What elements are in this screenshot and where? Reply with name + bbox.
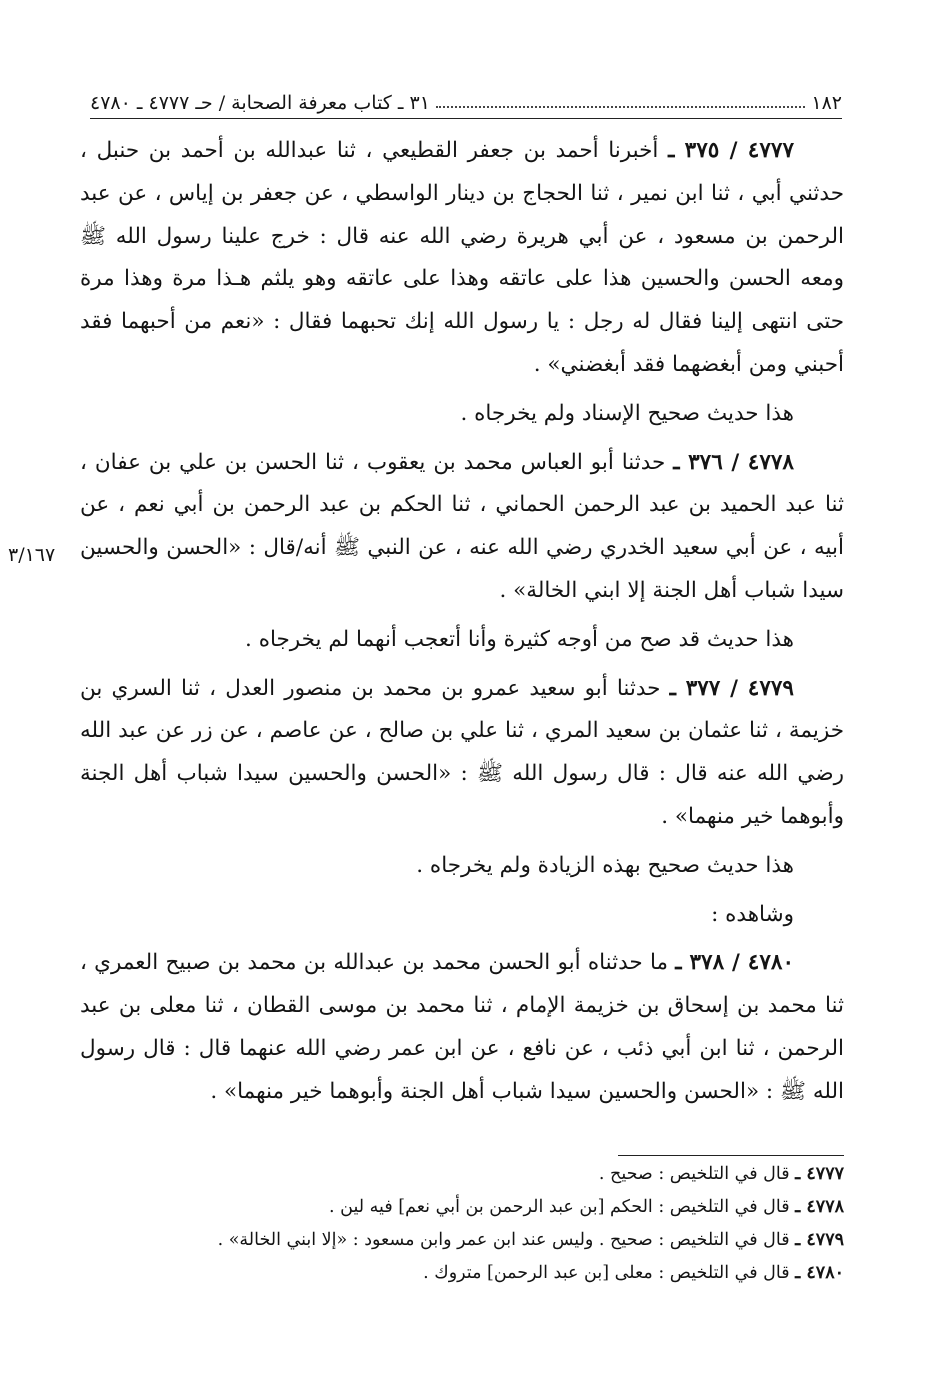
footnote-text: قال في التلخيص : صحيح .	[598, 1164, 790, 1184]
hadith-text: حدثنا أبو سعيد عمرو بن محمد بن منصور العدل ، ثنا السري بن خزيمة ، ثنا عثمان بن سعيد المري ، ثنا علي بن صالح ، عن عاصم ، عن زر عن عبد الله رضي الله عنه قال : قال رسول الله ﷺ : «الحسن والحسين سيدا شباب أهل الجنة وأبوهما خير منهما» .	[80, 675, 844, 829]
grading-paragraph	[80, 393, 844, 436]
hadith-paragraph	[80, 130, 844, 387]
footnote-number: ٤٧٧٩ ـ	[795, 1230, 844, 1250]
grading-text: هذا حديث صحيح بهذه الزيادة ولم يخرجاه .	[416, 852, 794, 878]
hadith-number: ٤٧٧٩ / ٣٧٧ ـ	[669, 675, 794, 701]
hadith-number: ٤٧٧٨ / ٣٧٦ ـ	[673, 449, 794, 475]
grading-text: هذا حديث صحيح الإسناد ولم يخرجاه .	[460, 400, 794, 426]
footnote	[80, 1257, 844, 1290]
hadith-paragraph	[80, 442, 844, 613]
margin-volume-note: ٣/١٦٧	[8, 544, 56, 566]
footnote-text: قال في التلخيص : الحكم [بن عبد الرحمن بن أبي نعم] فيه لين .	[329, 1197, 790, 1217]
hadith-number: ٤٧٨٠ / ٣٧٨ ـ	[675, 950, 794, 976]
witness-text: وشاهده :	[711, 901, 794, 927]
header-leader-dots	[436, 105, 805, 108]
footnote-number: ٤٧٧٧ ـ	[795, 1164, 844, 1184]
grading-text: هذا حديث قد صح من أوجه كثيرة وأنا أتعجب أنهما لم يخرجاه .	[245, 626, 794, 652]
footnotes	[80, 1158, 844, 1290]
grading-paragraph	[80, 845, 844, 888]
main-text	[80, 130, 844, 1120]
footnote	[80, 1158, 844, 1191]
hadith-paragraph	[80, 668, 844, 839]
footnote-text: قال في التلخيص : معلى [بن عبد الرحمن] متروك .	[423, 1263, 790, 1283]
footnote	[80, 1224, 844, 1257]
grading-paragraph	[80, 619, 844, 662]
hadith-text: حدثنا أبو العباس محمد بن يعقوب ، ثنا الحسن بن علي بن عفان ، ثنا عبد الحميد بن عبد الرحمن الحماني ، ثنا الحكم بن عبد الرحمن بن أبي نعم ، عن أبيه ، عن أبي سعيد الخدري رضي الله عنه ، عن النبي ﷺ أنه/قال : «الحسن والحسين سيدا شباب أهل الجنة إلا ابني الخالة» .	[80, 449, 844, 603]
footnote-number: ٤٧٧٨ ـ	[795, 1197, 844, 1217]
footnote-divider	[618, 1155, 844, 1156]
footnote	[80, 1191, 844, 1224]
running-title: ٣١ ـ كتاب معرفة الصحابة / حـ ٤٧٧٧ ـ ٤٧٨٠	[90, 92, 430, 114]
footnote-number: ٤٧٨٠ ـ	[795, 1263, 844, 1283]
hadith-text: ما حدثناه أبو الحسن محمد بن عبدالله بن محمد بن صبيح العمري ، ثنا محمد بن إسحاق بن خزيمة الإمام ، ثنا محمد بن موسى القطان ، ثنا معلى بن عبد الرحمن ، ثنا ابن أبي ذئب ، عن نافع ، عن ابن عمر رضي الله عنهما قال : قال رسول الله ﷺ : «الحسن والحسين سيدا شباب أهل الجنة وأبوهما خير منهما» .	[80, 950, 844, 1104]
page-number: ١٨٢	[811, 92, 842, 114]
hadith-number: ٤٧٧٧ / ٣٧٥ ـ	[668, 138, 794, 163]
hadith-paragraph	[80, 942, 844, 1113]
hadith-text: أخبرنا أحمد بن جعفر القطيعي ، ثنا عبدالله بن أحمد بن حنبل ، حدثني أبي ، ثنا ابن نمير ، ثنا الحجاج بن دينار الواسطي ، عن جعفر بن إياس ، عن عبد الرحمن بن مسعود ، عن أبي هريرة رضي الله عنه قال : خرج علينا رسول الله ﷺ ومعه الحسن والحسين هذا على عاتقه وهذا على عاتقه وهو يلثم هـذا مرة وهذا مرة حتى انتهى إلينا فقال له رجل : يا رسول الله إنك تحبهما فقال : «نعم من أحبهما فقد أحبني ومن أبغضهما فقد أبغضني» .	[80, 138, 844, 377]
page-header	[90, 84, 842, 119]
footnote-text: قال في التلخيص : صحيح . وليس عند ابن عمر وابن مسعود : «إلا ابني الخالة» .	[217, 1230, 790, 1250]
witness-label	[80, 894, 844, 937]
